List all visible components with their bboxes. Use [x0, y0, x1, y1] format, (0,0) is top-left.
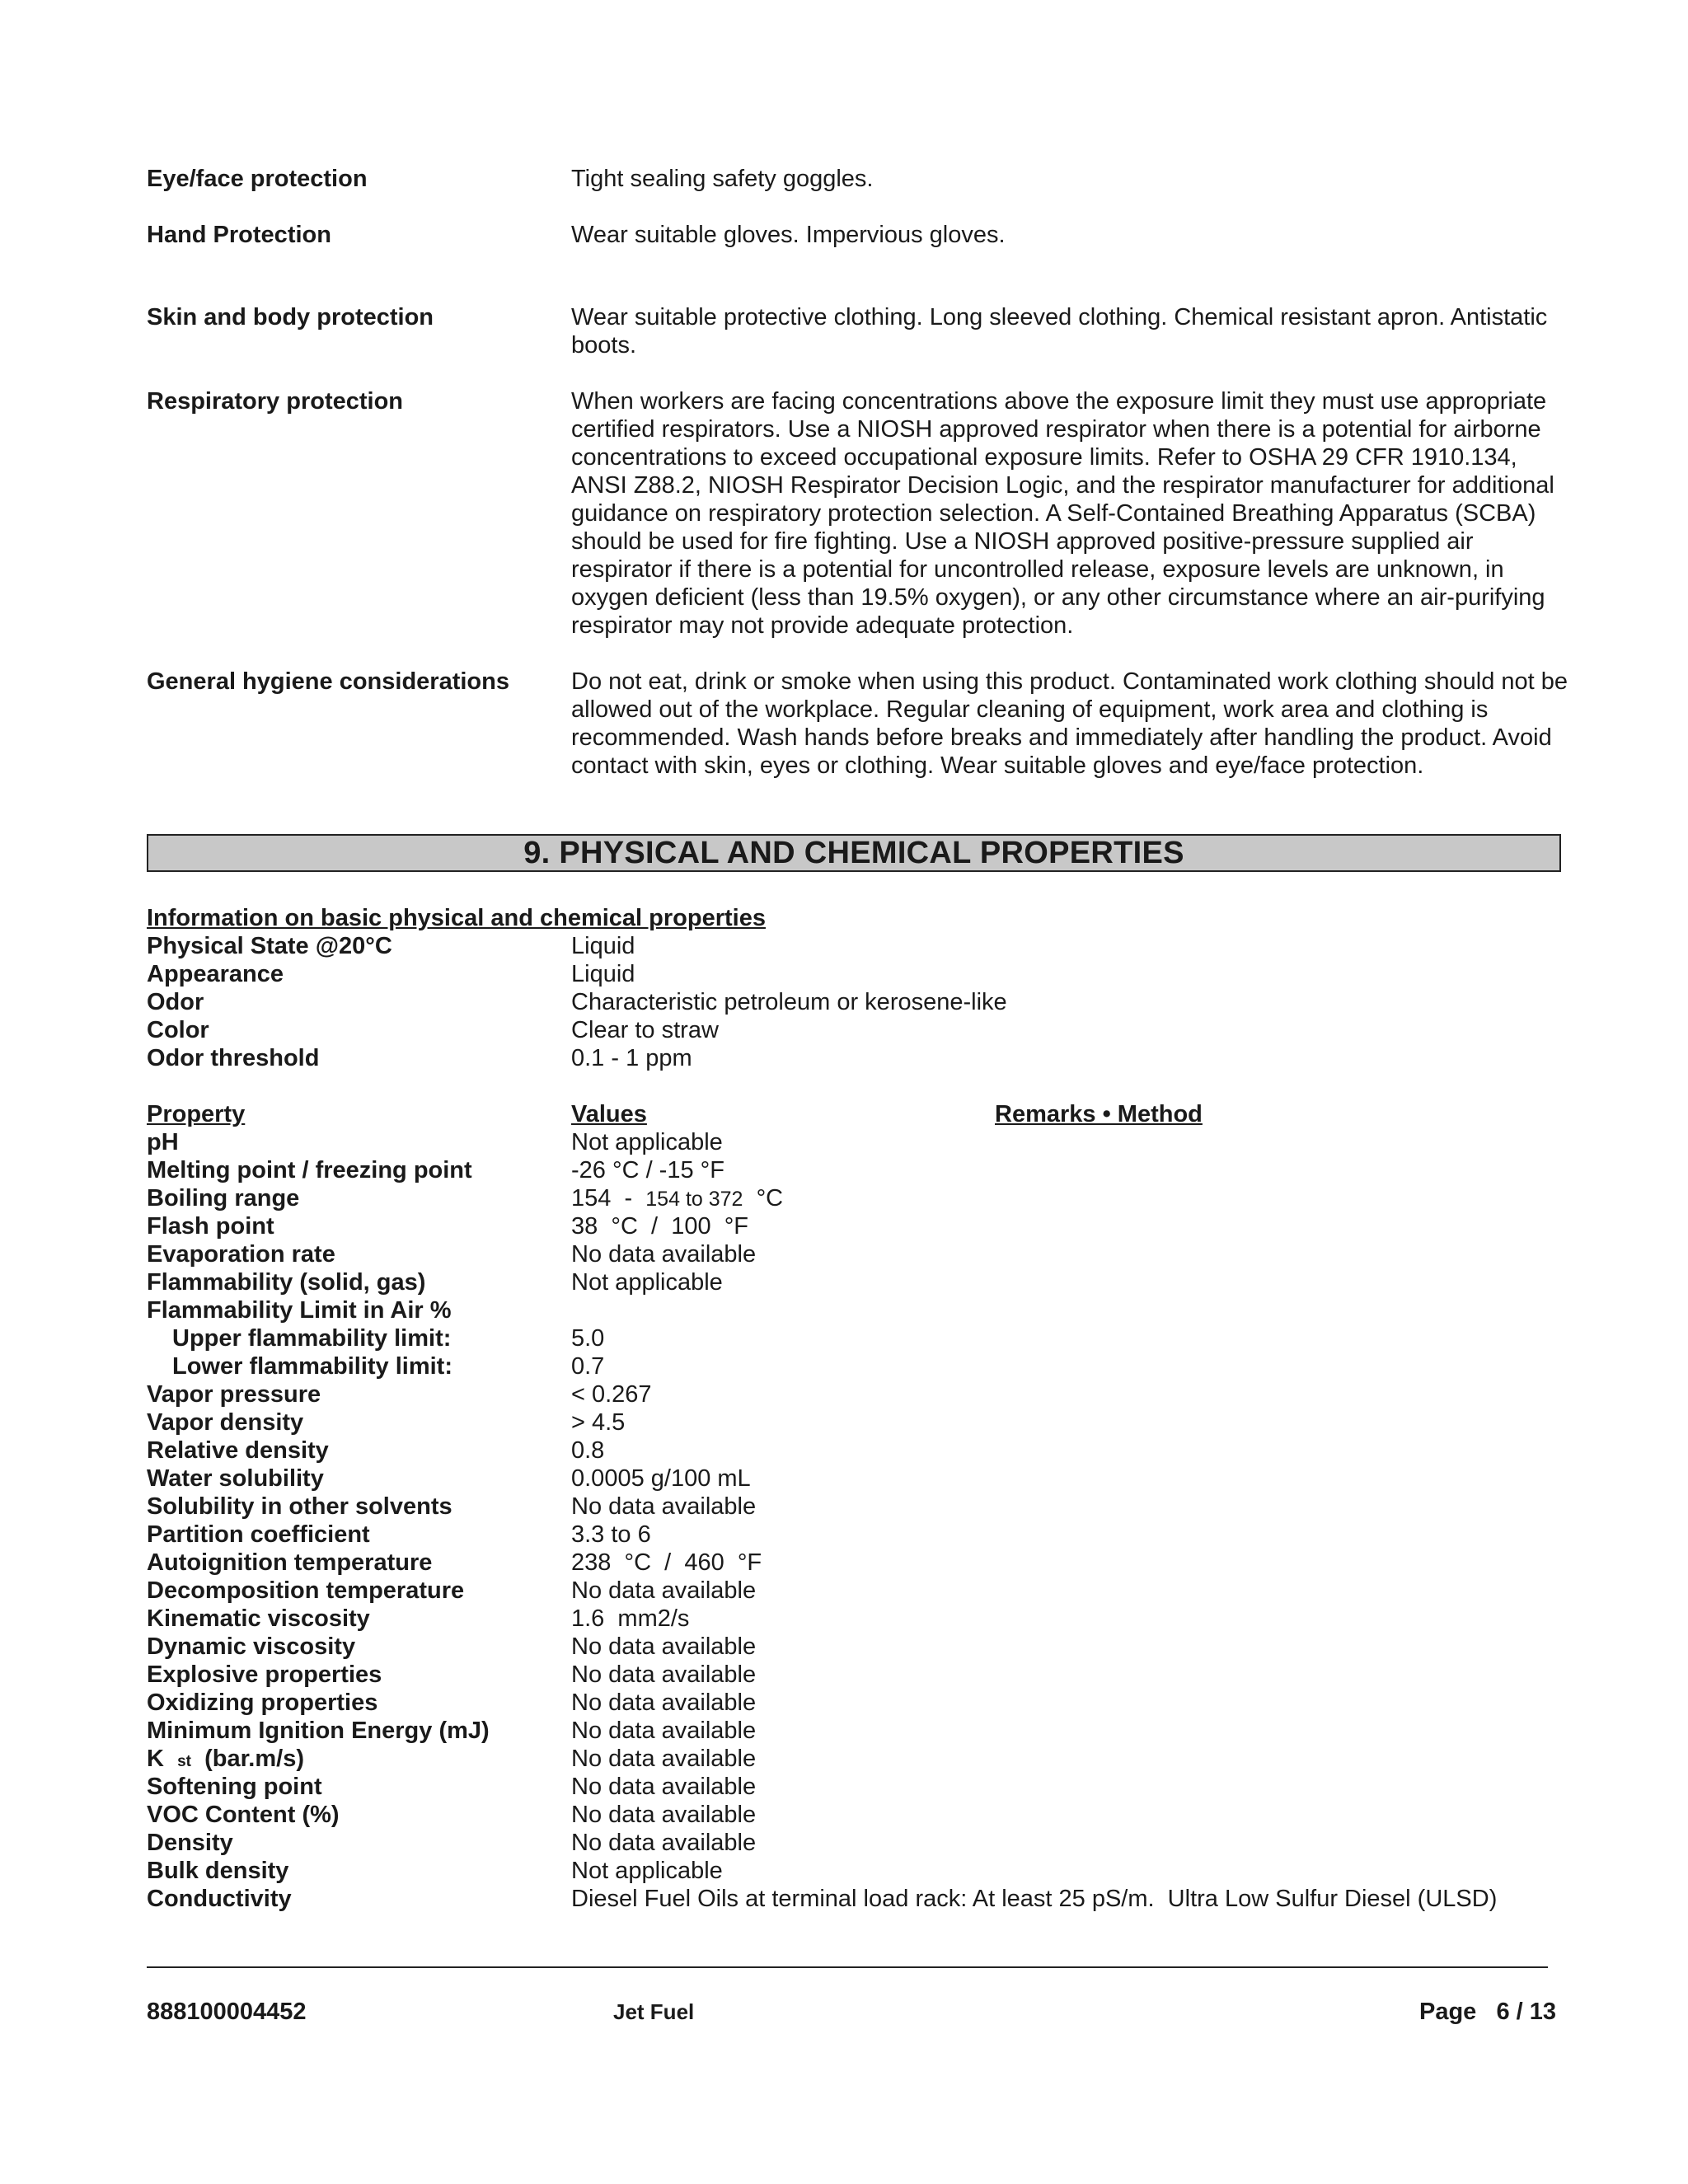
relative-density-label: Relative density	[147, 1437, 329, 1464]
flash-point-value: 38 °C / 100 °F	[571, 1213, 749, 1240]
density-value: No data available	[571, 1830, 757, 1856]
dynamic-viscosity-label: Dynamic viscosity	[147, 1633, 356, 1660]
hand-protection-text: Wear suitable gloves. Impervious gloves.	[571, 222, 1006, 248]
minimum-ignition-energy-label: Minimum Ignition Energy (mJ)	[147, 1718, 490, 1744]
flammability-value: Not applicable	[571, 1269, 723, 1296]
decomposition-temperature-label: Decomposition temperature	[147, 1577, 465, 1604]
softening-point-label: Softening point	[147, 1774, 322, 1800]
footer-product-name: Jet Fuel	[613, 1999, 695, 2024]
minimum-ignition-energy-value: No data available	[571, 1718, 757, 1744]
softening-point-value: No data available	[571, 1774, 757, 1800]
footer-document-code: 888100004452	[147, 1999, 307, 2025]
kst-value: No data available	[571, 1746, 757, 1772]
respiratory-protection-label: Respiratory protection	[147, 388, 403, 415]
boiling-range-start: 154 -	[571, 1185, 646, 1212]
autoignition-temperature-value: 238 °C / 460 °F	[571, 1549, 762, 1576]
voc-content-label: VOC Content (%)	[147, 1802, 340, 1828]
general-hygiene-label: General hygiene considerations	[147, 668, 509, 695]
explosive-properties-value: No data available	[571, 1661, 757, 1688]
kst-label-subscript: st	[177, 1753, 191, 1770]
evaporation-rate-label: Evaporation rate	[147, 1241, 335, 1268]
solubility-other-solvents-value: No data available	[571, 1493, 757, 1520]
eye-face-protection-text: Tight sealing safety goggles.	[571, 166, 874, 192]
odor-value: Characteristic petroleum or kerosene-like	[571, 989, 1007, 1015]
values-column-header: Values	[571, 1101, 647, 1127]
general-hygiene-text: Do not eat, drink or smoke when using this product. Contaminated work clothing should not be allowed out of the workplace. Regular cleaning of equipment, work area and clothing is recommended. Wash hands before breaks and immediately after handling the product. Avoid contact with skin, eyes or clothing. Wear suitable gloves and eye/face protection.	[571, 668, 1568, 779]
skin-body-protection-text: Wear suitable protective clothing. Long sleeved clothing. Chemical resistant apron. Antistatic boots.	[571, 304, 1548, 359]
footer-page-indicator	[1419, 1998, 1556, 2026]
odor-threshold-value: 0.1 - 1 ppm	[571, 1045, 692, 1071]
upper-flammability-limit-label: Upper flammability limit:	[172, 1325, 452, 1352]
basic-properties-heading: Information on basic physical and chemical properties	[147, 905, 766, 931]
color-value: Clear to straw	[571, 1017, 719, 1043]
solubility-other-solvents-label: Solubility in other solvents	[147, 1493, 452, 1520]
melting-point-value: -26 °C / -15 °F	[571, 1157, 724, 1183]
footer-page-label: Page	[1419, 1999, 1477, 2025]
partition-coefficient-value: 3.3 to 6	[571, 1521, 651, 1548]
water-solubility-value: 0.0005 g/100 mL	[571, 1465, 751, 1492]
boiling-range-label: Boiling range	[147, 1185, 300, 1212]
kst-label	[147, 1745, 304, 1776]
kst-label-k: K	[147, 1746, 164, 1772]
autoignition-temperature-label: Autoignition temperature	[147, 1549, 433, 1576]
physical-state-label: Physical State @20°C	[147, 933, 392, 959]
oxidizing-properties-value: No data available	[571, 1690, 757, 1716]
voc-content-value: No data available	[571, 1802, 757, 1828]
evaporation-rate-value: No data available	[571, 1241, 757, 1268]
conductivity-label: Conductivity	[147, 1886, 292, 1912]
skin-body-protection-label: Skin and body protection	[147, 304, 434, 330]
boiling-range-value	[571, 1184, 783, 1213]
footer-page-number: 6 / 13	[1496, 1999, 1557, 2025]
appearance-value: Liquid	[571, 961, 635, 987]
flash-point-label: Flash point	[147, 1213, 274, 1240]
boiling-range-span: 154 to 372	[645, 1188, 743, 1211]
bulk-density-label: Bulk density	[147, 1858, 289, 1884]
conductivity-value: Diesel Fuel Oils at terminal load rack: At least 25 pS/m. Ultra Low Sulfur Diesel (ULSD)	[571, 1886, 1498, 1912]
eye-face-protection-label: Eye/face protection	[147, 166, 368, 192]
partition-coefficient-label: Partition coefficient	[147, 1521, 370, 1548]
ph-label: pH	[147, 1129, 179, 1155]
odor-threshold-label: Odor threshold	[147, 1045, 320, 1071]
upper-flammability-limit-value: 5.0	[571, 1325, 605, 1352]
water-solubility-label: Water solubility	[147, 1465, 324, 1492]
flammability-label: Flammability (solid, gas)	[147, 1269, 426, 1296]
property-column-header: Property	[147, 1101, 246, 1127]
appearance-label: Appearance	[147, 961, 284, 987]
bulk-density-value: Not applicable	[571, 1858, 723, 1884]
vapor-density-value: > 4.5	[571, 1409, 626, 1436]
oxidizing-properties-label: Oxidizing properties	[147, 1690, 378, 1716]
respiratory-protection-text: When workers are facing concentrations above the exposure limit they must use appropriate certified respirators. Use a NIOSH approved respirator when there is a potential for airborne concentrations to exceed occupational exposure limits. Refer to OSHA 29 CFR 1910.134, ANSI Z88.2, NIOSH Respirator Decision Logic, and the respirator manufacturer for additional guidance on respiratory protection selection. A Self-Contained Breathing Apparatus (SCBA) should be used for fire fighting. Use a NIOSH approved positive-pressure supplied air respirator if there is a potential for uncontrolled release, exposure levels are unknown, in oxygen deficient (less than 19.5% oxygen), or any other circumstance where an air-purifying respirator may not provide adequate protection.	[571, 388, 1554, 639]
dynamic-viscosity-value: No data available	[571, 1633, 757, 1660]
explosive-properties-label: Explosive properties	[147, 1661, 382, 1688]
decomposition-temperature-value: No data available	[571, 1577, 757, 1604]
flammability-limit-label: Flammability Limit in Air %	[147, 1297, 452, 1324]
boiling-range-unit: °C	[743, 1185, 784, 1212]
remarks-method-column-header: Remarks • Method	[995, 1101, 1203, 1127]
relative-density-value: 0.8	[571, 1437, 605, 1464]
kst-label-unit: (bar.m/s)	[204, 1746, 304, 1772]
melting-point-label: Melting point / freezing point	[147, 1157, 472, 1183]
footer-divider	[147, 1966, 1548, 1968]
density-label: Density	[147, 1830, 233, 1856]
color-label: Color	[147, 1017, 209, 1043]
vapor-pressure-label: Vapor pressure	[147, 1381, 321, 1408]
kinematic-viscosity-label: Kinematic viscosity	[147, 1605, 370, 1632]
odor-label: Odor	[147, 989, 204, 1015]
kinematic-viscosity-value: 1.6 mm2/s	[571, 1605, 690, 1632]
ph-value: Not applicable	[571, 1129, 723, 1155]
lower-flammability-limit-label: Lower flammability limit:	[172, 1353, 452, 1380]
vapor-pressure-value: < 0.267	[571, 1381, 652, 1408]
hand-protection-label: Hand Protection	[147, 222, 331, 248]
physical-state-value: Liquid	[571, 933, 635, 959]
section-9-header: 9. PHYSICAL AND CHEMICAL PROPERTIES	[147, 834, 1561, 872]
vapor-density-label: Vapor density	[147, 1409, 304, 1436]
lower-flammability-limit-value: 0.7	[571, 1353, 605, 1380]
